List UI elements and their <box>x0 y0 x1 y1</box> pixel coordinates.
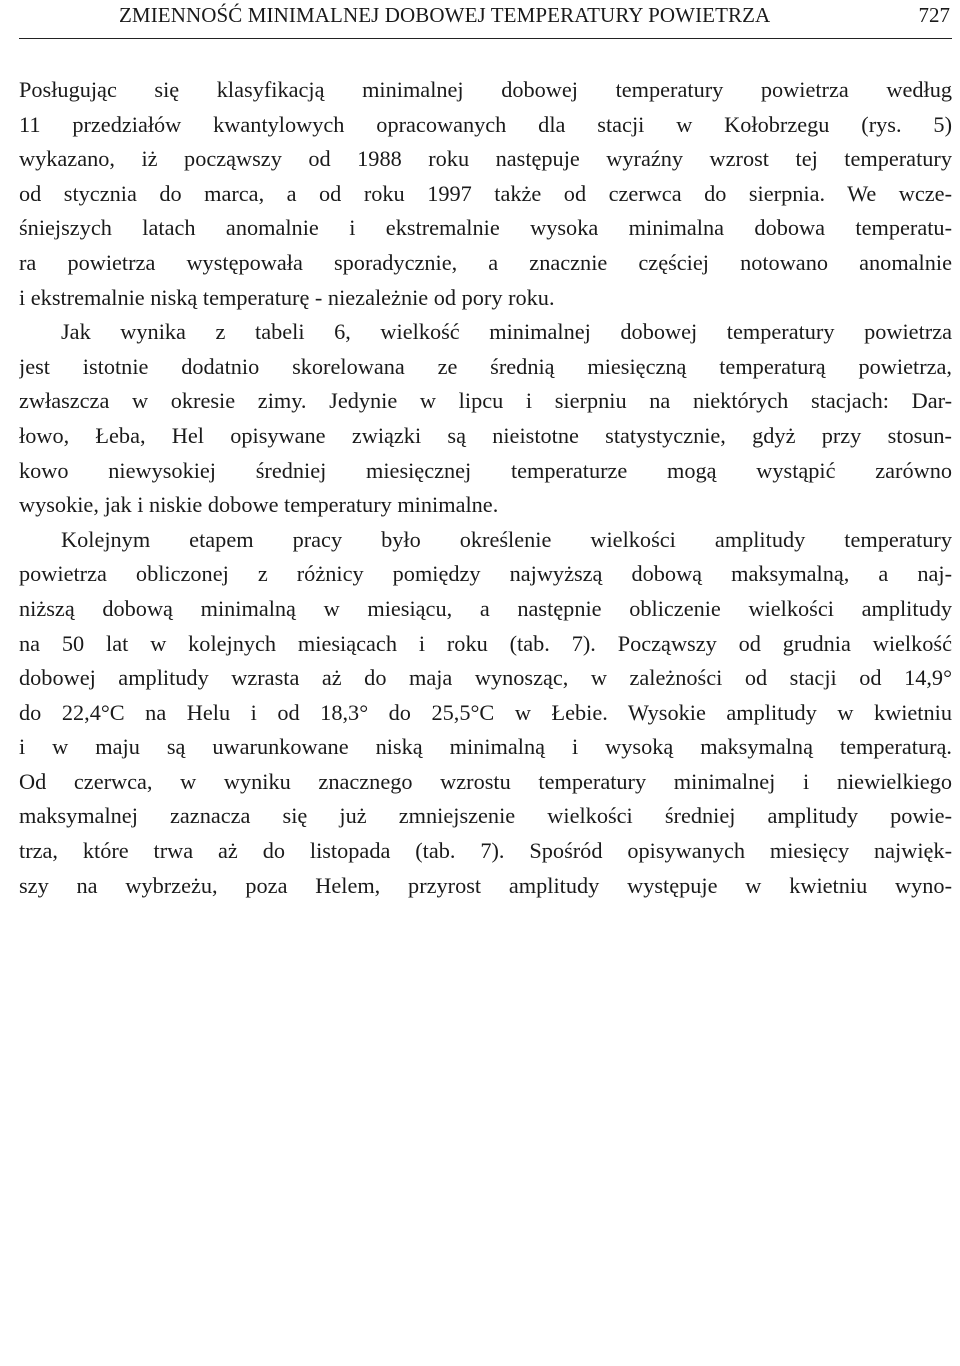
text-line: wysokie, jak i niskie dobowe temperatury minimalne. <box>19 492 499 518</box>
text-line: śniejszych latach anomalnie i ekstremalnie wysoka minimalna dobowa temperatu- <box>19 215 952 241</box>
text-line: 11 przedziałów kwantylowych opracowanych dla stacji w Kołobrzegu (rys. 5) <box>19 111 952 137</box>
text-line: maksymalnej zaznacza się już zmniejszenie wielkości średniej amplitudy powie- <box>19 803 952 829</box>
document-page <box>19 0 952 903</box>
text-line: trza, które trwa aż do listopada (tab. 7). Spośród opisywanych miesięcy najwięk- <box>19 838 952 864</box>
text-line: Posługując się klasyfikacją minimalnej dobowej temperatury powietrza według <box>19 77 952 102</box>
text-line: wykazano, iż począwszy od 1988 roku następuje wyraźny wzrost tej temperatury <box>19 146 952 172</box>
page-number: 727 <box>918 3 950 27</box>
text-line: dobowej amplitudy wzrasta aż do maja wynosząc, w zależności od stacji od 14,9° <box>19 665 952 691</box>
paragraph-2 <box>19 315 952 523</box>
text-line: do 22,4°C na Helu i od 18,3° do 25,5°C w Łebie. Wysokie amplitudy w kwietniu <box>19 699 952 725</box>
text-line: niższą dobową minimalną w miesiącu, a następnie obliczenie wielkości amplitudy <box>19 595 952 621</box>
text-line: łowo, Łeba, Hel opisywane związki są nieistotne statystycznie, gdyż przy stosun- <box>19 422 952 448</box>
paragraph-1 <box>19 73 952 315</box>
text-line: kowo niewysokiej średniej miesięcznej temperaturze mogą wystąpić zarówno <box>19 457 952 483</box>
text-line: i w maju są uwarunkowane niską minimalną i wysoką maksymalną temperaturą. <box>19 734 952 760</box>
text-line: na 50 lat w kolejnych miesiącach i roku (tab. 7). Począwszy od grudnia wielkość <box>19 630 952 656</box>
running-header <box>19 0 952 39</box>
body-text <box>19 73 952 903</box>
text-line: szy na wybrzeżu, poza Helem, przyrost amplitudy występuje w kwietniu wyno- <box>19 872 952 898</box>
text-line: ra powietrza występowała sporadycznie, a znacznie częściej notowano anomalnie <box>19 249 952 275</box>
text-line: Kolejnym etapem pracy było określenie wielkości amplitudy temperatury <box>61 526 952 552</box>
text-line: od stycznia do marca, a od roku 1997 także od czerwca do sierpnia. We wcze- <box>19 180 952 206</box>
text-line: Od czerwca, w wyniku znacznego wzrostu temperatury minimalnej i niewielkiego <box>19 768 952 794</box>
text-line: Jak wynika z tabeli 6, wielkość minimalnej dobowej temperatury powietrza <box>61 319 952 345</box>
text-line: jest istotnie dodatnio skorelowana ze średnią miesięczną temperaturą powietrza, <box>19 353 952 379</box>
running-title: ZMIENNOŚĆ MINIMALNEJ DOBOWEJ TEMPERATURY POWIETRZA <box>119 3 771 27</box>
text-line: powietrza obliczonej z różnicy pomiędzy najwyższą dobową maksymalną, a naj- <box>19 561 952 587</box>
paragraph-3 <box>19 523 952 904</box>
text-line: zwłaszcza w okresie zimy. Jedynie w lipcu i sierpniu na niektórych stacjach: Dar- <box>19 388 952 414</box>
text-line: i ekstremalnie niską temperaturę - niezależnie od pory roku. <box>19 284 555 310</box>
